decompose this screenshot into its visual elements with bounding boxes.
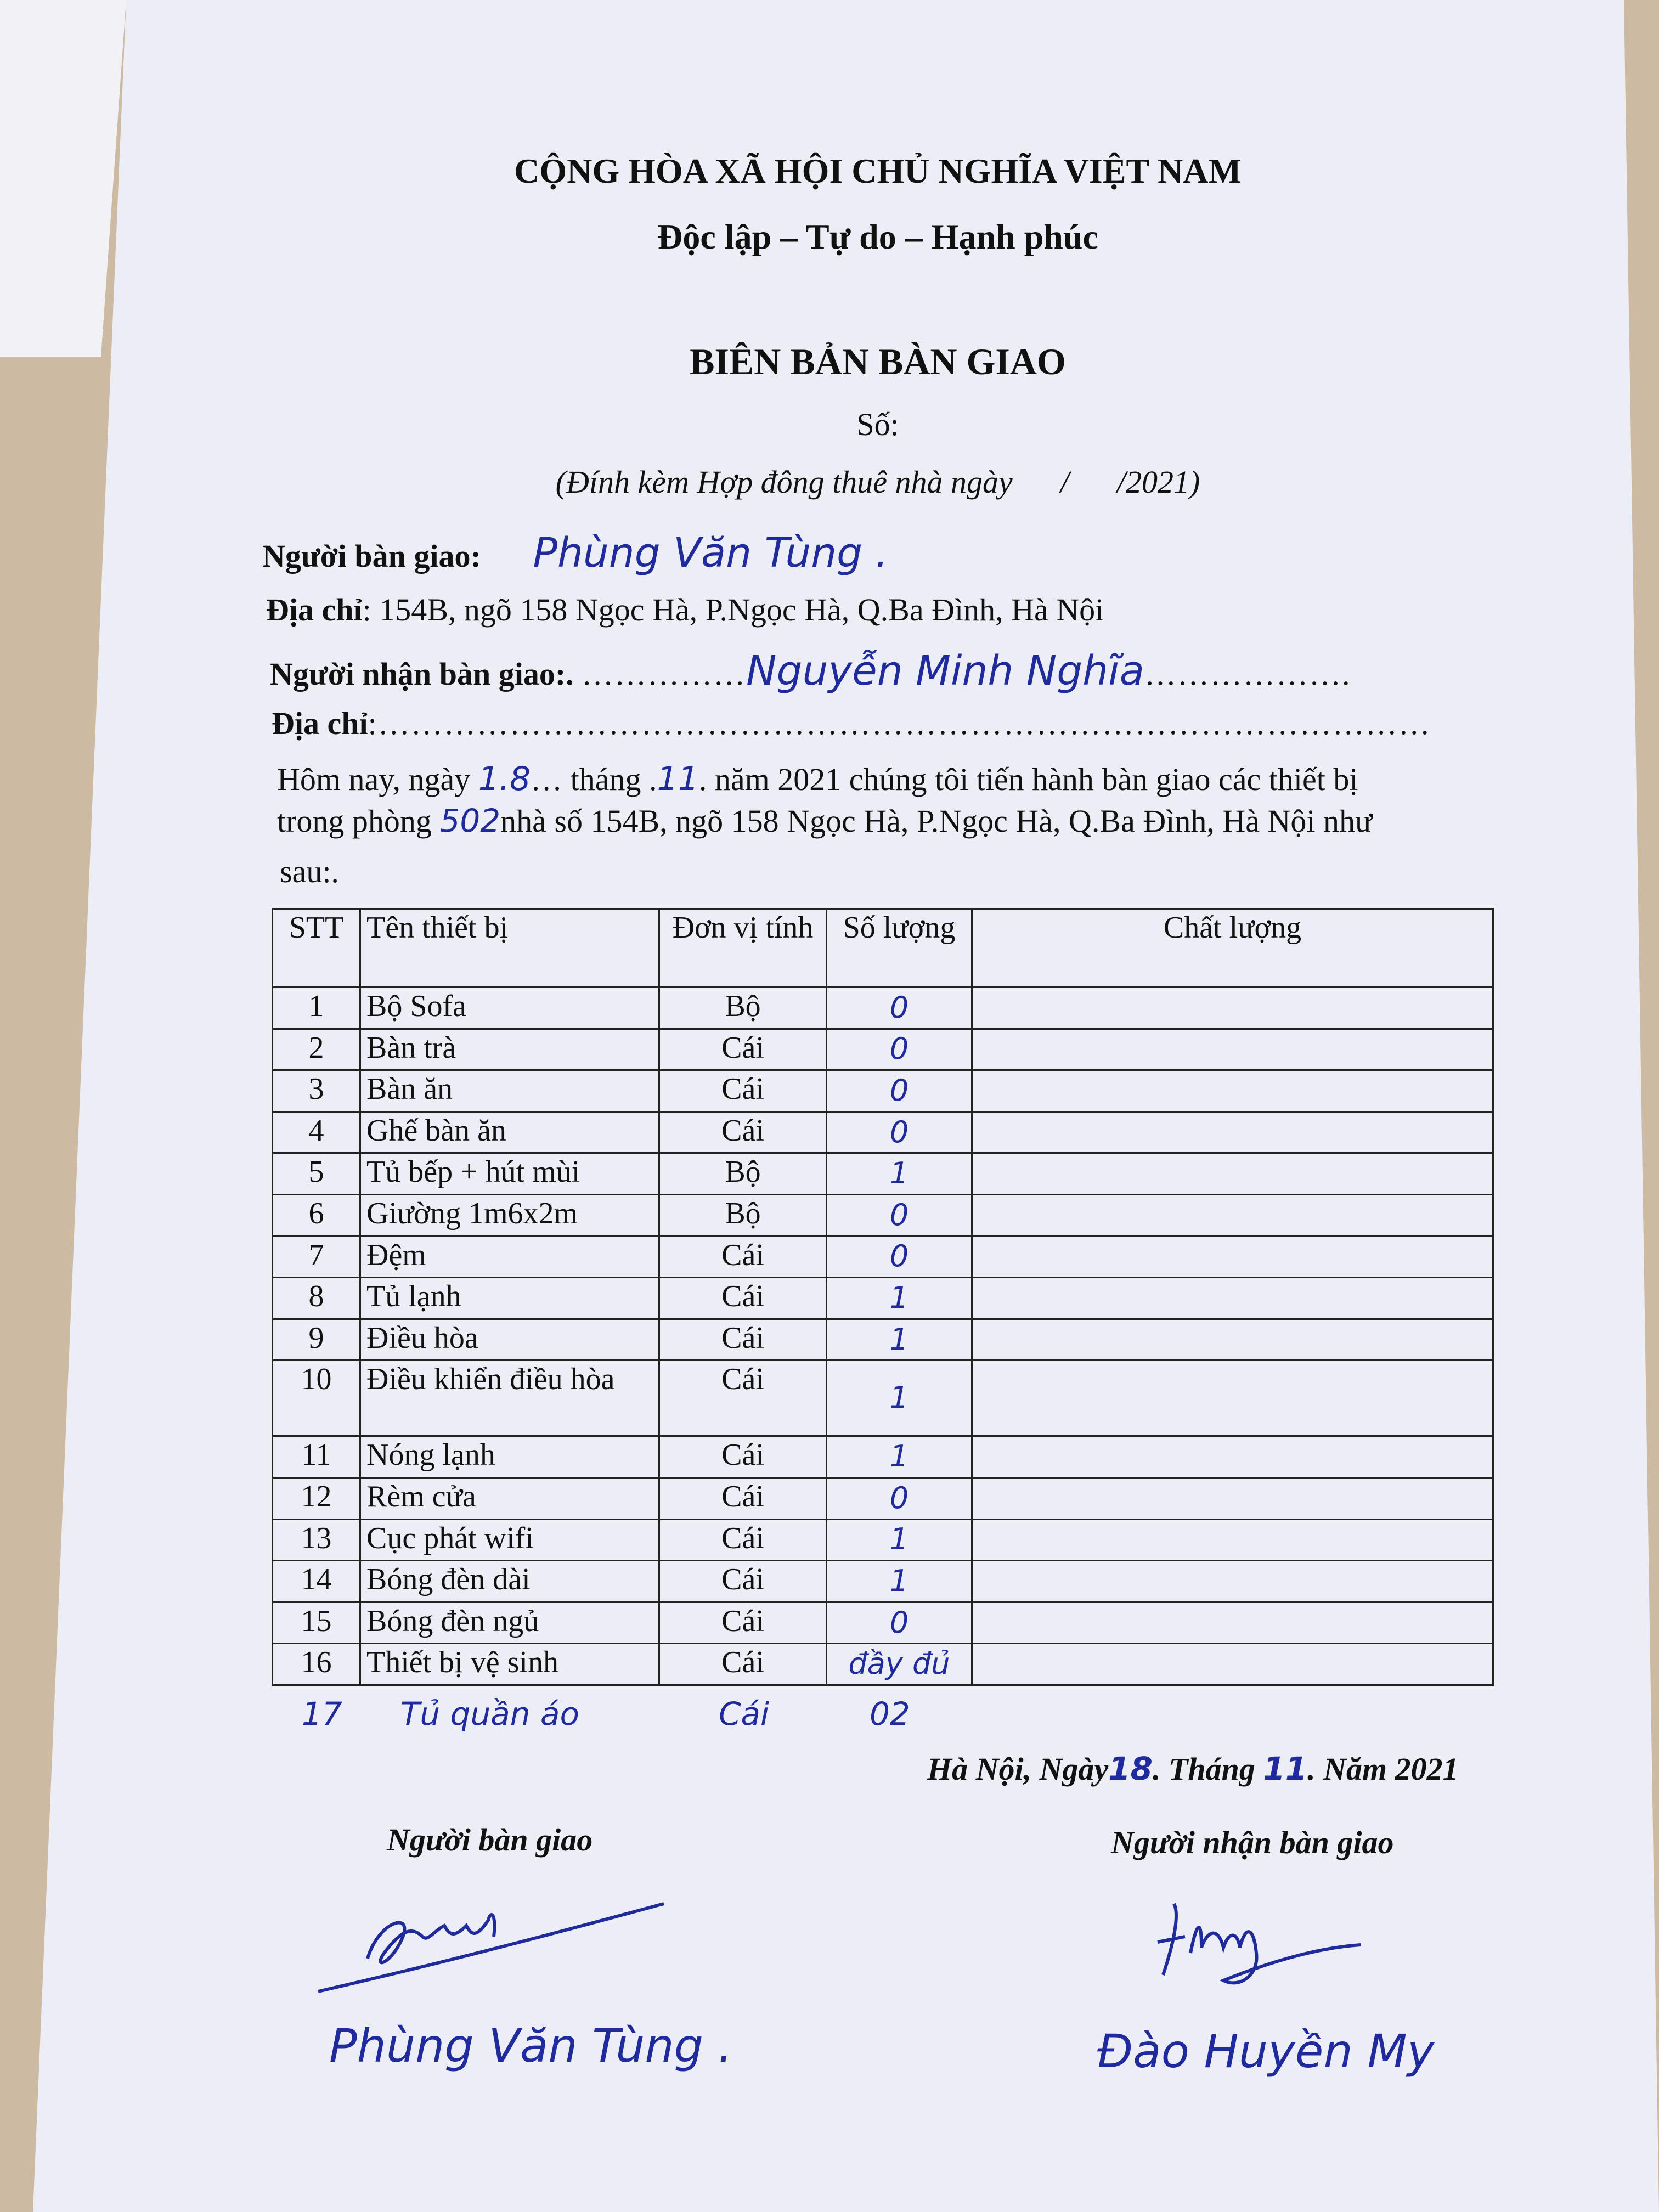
- giver-address-label: Địa chỉ: [266, 592, 363, 628]
- header-unit: Đơn vị tính: [659, 909, 827, 988]
- row-qty: 0: [827, 1236, 972, 1278]
- receiver-signature-name: Đào Huyền My: [1097, 2024, 1435, 2078]
- row-unit: Cái: [659, 1070, 827, 1112]
- table-row: [273, 1319, 1493, 1361]
- row-name: Bóng đèn ngủ: [360, 1602, 659, 1644]
- row-quality: [972, 1111, 1493, 1153]
- row-qty: 1: [827, 1519, 972, 1561]
- row-qty: 1: [827, 1361, 972, 1436]
- row-quality: [972, 1436, 1493, 1478]
- row-qty: 0: [827, 1029, 972, 1070]
- extra-row-name: Tủ quần áo: [400, 1695, 579, 1733]
- row-stt: 9: [273, 1319, 360, 1361]
- row-name: Bộ Sofa: [360, 988, 659, 1029]
- table-row: [273, 1194, 1493, 1236]
- receiver-dots-before: ……………: [582, 656, 747, 692]
- row-unit: Cái: [659, 1029, 827, 1070]
- giver-signature-name: Phùng Văn Tùng .: [329, 2019, 733, 2073]
- receiver-address-label: Địa chỉ: [272, 706, 368, 741]
- row-stt: 15: [273, 1602, 360, 1644]
- row-stt: 1: [273, 988, 360, 1029]
- table-row: [273, 1111, 1493, 1153]
- row-unit: Cái: [659, 1278, 827, 1319]
- row-name: Nóng lạnh: [360, 1436, 659, 1478]
- header-quality: Chất lượng: [972, 909, 1493, 988]
- row-stt: 7: [273, 1236, 360, 1278]
- header-name: Tên thiết bị: [360, 909, 659, 988]
- row-stt: 4: [273, 1111, 360, 1153]
- row-name: Điều khiển điều hòa: [360, 1361, 659, 1436]
- receiver-name-handwritten: Nguyễn Minh Nghĩa: [746, 647, 1144, 695]
- motto-heading: Độc lập – Tự do – Hạnh phúc: [657, 217, 1098, 256]
- row-name: Cục phát wifi: [360, 1519, 659, 1561]
- row-qty: 1: [827, 1319, 972, 1361]
- row-stt: 10: [273, 1361, 360, 1436]
- row-stt: 12: [273, 1477, 360, 1519]
- row-stt: 6: [273, 1194, 360, 1236]
- extra-row-qty: 02: [870, 1695, 910, 1733]
- row-unit: Cái: [659, 1319, 827, 1361]
- receiver-line: [270, 647, 1351, 695]
- row-quality: [972, 1477, 1493, 1519]
- date-line: [927, 1750, 1459, 1787]
- row-quality: [972, 1602, 1493, 1644]
- row-quality: [972, 1070, 1493, 1112]
- row-qty: 1: [827, 1153, 972, 1195]
- row-qty: 0: [827, 1111, 972, 1153]
- date-text-3: . Năm 2021: [1307, 1751, 1459, 1787]
- row-qty: 0: [827, 1477, 972, 1519]
- row-name: Tủ bếp + hút mùi: [360, 1153, 659, 1195]
- intro-text-5: nhà số 154B, ngõ 158 Ngọc Hà, P.Ngọc Hà, Q.Ba Đình, Hà Nội như: [500, 803, 1373, 839]
- row-quality: [972, 1194, 1493, 1236]
- country-heading: CỘNG HÒA XÃ HỘI CHỦ NGHĨA VIỆT NAM: [514, 151, 1242, 190]
- table-row: [273, 1436, 1493, 1478]
- row-quality: [972, 1319, 1493, 1361]
- row-qty: 1: [827, 1561, 972, 1602]
- table-row: [273, 988, 1493, 1029]
- receiver-address-line: [272, 705, 1431, 742]
- table-row: [273, 1602, 1493, 1644]
- giver-signature-drawing: [307, 1887, 691, 2013]
- giver-line: [262, 529, 888, 577]
- row-quality: [972, 1644, 1493, 1685]
- date-day-handwritten: 18: [1108, 1750, 1153, 1787]
- intro-text-3: . năm 2021 chúng tôi tiến hành bàn giao các thiết bị: [698, 761, 1358, 797]
- document-title: BIÊN BẢN BÀN GIAO: [690, 341, 1066, 382]
- row-stt: 3: [273, 1070, 360, 1112]
- row-unit: Cái: [659, 1519, 827, 1561]
- row-name: Thiết bị vệ sinh: [360, 1644, 659, 1685]
- giver-name-handwritten: Phùng Văn Tùng .: [533, 529, 889, 577]
- intro-line-3: sau:.: [280, 854, 339, 889]
- row-stt: 13: [273, 1519, 360, 1561]
- row-quality: [972, 1153, 1493, 1195]
- row-qty: đầy đủ: [827, 1644, 972, 1685]
- row-quality: [972, 1519, 1493, 1561]
- intro-day-handwritten: 1.8: [478, 760, 531, 798]
- table-row: [273, 1029, 1493, 1070]
- row-name: Bóng đèn dài: [360, 1561, 659, 1602]
- row-stt: 14: [273, 1561, 360, 1602]
- equipment-table: [272, 908, 1494, 1686]
- row-name: Bàn ăn: [360, 1070, 659, 1112]
- table-row: [273, 1153, 1493, 1195]
- row-name: Giường 1m6x2m: [360, 1194, 659, 1236]
- intro-month-handwritten: 11: [657, 760, 699, 798]
- intro-text-1: Hôm nay, ngày: [277, 761, 471, 797]
- row-qty: 0: [827, 1602, 972, 1644]
- table-row: [273, 1236, 1493, 1278]
- row-name: Ghế bàn ăn: [360, 1111, 659, 1153]
- receiver-label: Người nhận bàn giao:.: [270, 656, 574, 692]
- row-unit: Cái: [659, 1236, 827, 1278]
- row-unit: Cái: [659, 1477, 827, 1519]
- date-text-1: Hà Nội, Ngày: [927, 1751, 1109, 1787]
- table-header-row: [273, 909, 1493, 988]
- table-row: [273, 1070, 1493, 1112]
- receiver-dots-after: ……………….: [1144, 656, 1351, 692]
- extra-row-stt: 17: [302, 1695, 342, 1733]
- table-row: [273, 1561, 1493, 1602]
- row-qty: 0: [827, 1070, 972, 1112]
- giver-label: Người bàn giao:: [262, 538, 481, 574]
- intro-line-1: [277, 760, 1358, 798]
- row-unit: Cái: [659, 1644, 827, 1685]
- intro-room-handwritten: 502: [439, 802, 501, 839]
- extra-row-unit: Cái: [719, 1695, 770, 1733]
- attachment-note: (Đính kèm Hợp đông thuê nhà ngày / /2021): [555, 464, 1200, 500]
- receiver-signature-drawing: [1141, 1893, 1372, 1991]
- row-qty: 1: [827, 1436, 972, 1478]
- receiver-signature-label: Người nhận bàn giao: [1111, 1825, 1394, 1860]
- row-name: Tủ lạnh: [360, 1278, 659, 1319]
- row-stt: 16: [273, 1644, 360, 1685]
- giver-address-line: [266, 591, 1104, 628]
- row-quality: [972, 1561, 1493, 1602]
- row-name: Bàn trà: [360, 1029, 659, 1070]
- row-unit: Cái: [659, 1361, 827, 1436]
- table-row: [273, 1278, 1493, 1319]
- row-unit: Cái: [659, 1436, 827, 1478]
- date-month-handwritten: 11: [1263, 1750, 1308, 1787]
- intro-text-4: trong phòng: [277, 803, 432, 839]
- table-row: [273, 1361, 1493, 1436]
- date-text-2: . Tháng: [1152, 1751, 1255, 1787]
- row-quality: [972, 1029, 1493, 1070]
- header-stt: STT: [273, 909, 360, 988]
- row-stt: 2: [273, 1029, 360, 1070]
- header-qty: Số lượng: [827, 909, 972, 988]
- row-name: Điều hòa: [360, 1319, 659, 1361]
- table-row: [273, 1644, 1493, 1685]
- row-stt: 8: [273, 1278, 360, 1319]
- row-unit: Cái: [659, 1602, 827, 1644]
- row-quality: [972, 1236, 1493, 1278]
- row-unit: Bộ: [659, 1153, 827, 1195]
- row-qty: 1: [827, 1278, 972, 1319]
- row-stt: 11: [273, 1436, 360, 1478]
- row-quality: [972, 1361, 1493, 1436]
- row-name: Đệm: [360, 1236, 659, 1278]
- row-name: Rèm cửa: [360, 1477, 659, 1519]
- row-unit: Bộ: [659, 1194, 827, 1236]
- giver-address-value: : 154B, ngõ 158 Ngọc Hà, P.Ngọc Hà, Q.Ba Đình, Hà Nội: [362, 592, 1104, 628]
- row-quality: [972, 988, 1493, 1029]
- row-qty: 0: [827, 1194, 972, 1236]
- row-quality: [972, 1278, 1493, 1319]
- receiver-address-value: :……………………………………………………………………………………: [368, 706, 1431, 741]
- row-unit: Bộ: [659, 988, 827, 1029]
- row-unit: Cái: [659, 1111, 827, 1153]
- document-number-label: Số:: [856, 407, 899, 442]
- intro-text-2: … tháng .: [531, 761, 657, 797]
- row-qty: 0: [827, 988, 972, 1029]
- row-unit: Cái: [659, 1561, 827, 1602]
- giver-signature-label: Người bàn giao: [387, 1822, 593, 1858]
- intro-line-2: [277, 802, 1372, 839]
- table-row: [273, 1477, 1493, 1519]
- row-stt: 5: [273, 1153, 360, 1195]
- table-row: [273, 1519, 1493, 1561]
